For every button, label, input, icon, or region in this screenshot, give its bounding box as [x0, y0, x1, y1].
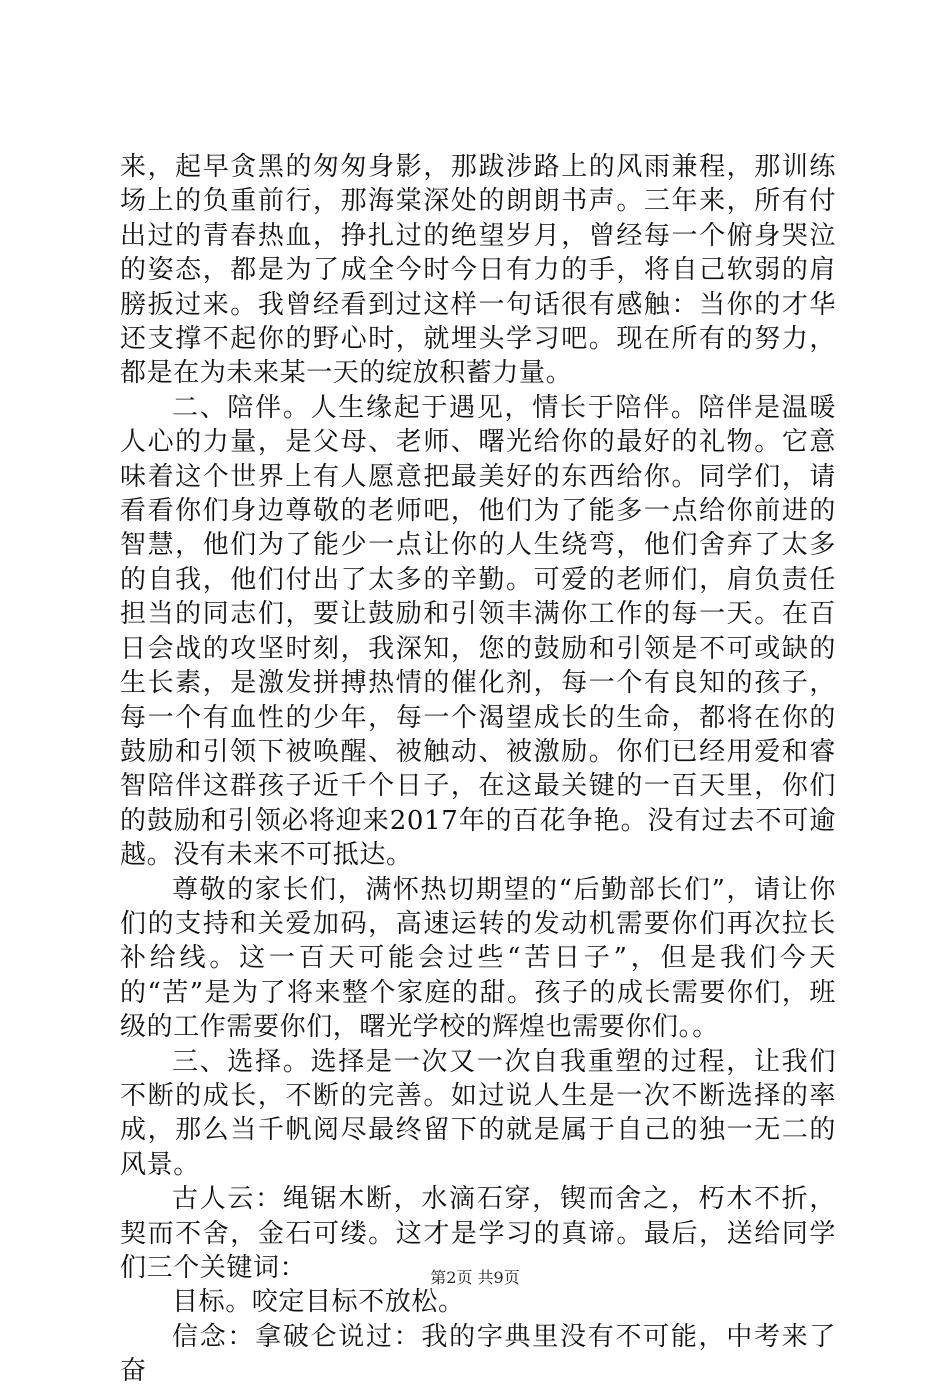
- page-number-footer: 第2页 共9页: [430, 1268, 520, 1287]
- paragraph-5: 古人云：绳锯木断，水滴石穿，锲而舍之，朽木不折，契而不舍，金石可缕。这才是学习的真谛。最后，送给同学们三个关键词：: [120, 1184, 836, 1283]
- document-body: [120, 150, 836, 1389]
- paragraph-3: 尊敬的家长们，满怀热切期望的“后勤部长们”，请让你们的支持和关爱加码，高速运转的发动机需要你们再次拉长补给线。这一百天可能会过些“苦日子”，但是我们今天的“苦”是为了将来整个家庭的甜。孩子的成长需要你们，班级的工作需要你们，曙光学校的辉煌也需要你们。。: [120, 874, 836, 1043]
- paragraph-6: 目标。咬定目标不放松。: [172, 1287, 465, 1318]
- paragraph-4: 三、选择。选择是一次又一次自我重塑的过程，让我们不断的成长，不断的完善。如过说人生是一次不断选择的率成，那么当千帆阅尽最终留下的就是属于自己的独一无二的风景。: [120, 1046, 836, 1180]
- paragraph-7: 信念：拿破仑说过：我的字典里没有不可能，中考来了奋: [120, 1321, 836, 1387]
- paragraph-2: 二、陪伴。人生缘起于遇见，情长于陪伴。陪伴是温暖人心的力量，是父母、老师、曙光给你的最好的礼物。它意味着这个世界上有人愿意把最美好的东西给你。同学们，请看看你们身边尊敬的老师吧，他们为了能多一点给你前进的智慧，他们为了能少一点让你的人生绕弯，他们舍弃了太多的自我，他们付出了太多的辛勤。可爱的老师们，肩负责任担当的同志们，要让鼓励和引领丰满你工作的每一天。在百日会战的攻坚时刻，我深知，您的鼓励和引领是不可或缺的生长素，是激发拼搏热情的催化剂，每一个有良知的孩子，每一个有血性的少年，每一个渴望成长的生命，都将在你的鼓励和引领下被唤醒、被触动、被激励。你们已经用爱和睿智陪伴这群孩子近千个日子，在这最关键的一百天里，你们的鼓励和引领必将迎来2017年的百花争艳。没有过去不可逾越。没有未来不可抵达。: [120, 392, 836, 871]
- paragraph-1: 来，起早贪黑的匆匆身影，那跋涉路上的风雨兼程，那训练场上的负重前行，那海棠深处的朗朗书声。三年来，所有付出过的青春热血，挣扎过的绝望岁月，曾经每一个俯身哭泣的姿态，都是为了成全今时今日有力的手，将自己软弱的肩膀扳过来。我曾经看到过这样一句话很有感触：当你的才华还支撑不起你的野心时，就埋头学习吧。现在所有的努力，都是在为未来某一天的绽放积蓄力量。: [120, 152, 836, 389]
